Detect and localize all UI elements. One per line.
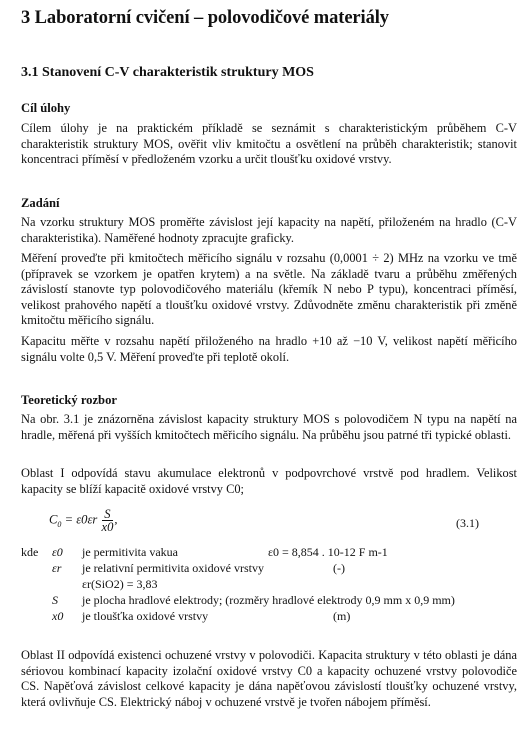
equation-fraction [102,508,114,533]
zadani-heading: Zadání [21,196,60,210]
equation-rhs: = ε0εr [64,512,98,527]
chapter-title: 3 Laboratorní cvičení – polovodičové materiály [21,8,389,28]
teorie-paragraph-1: Na obr. 3.1 je znázorněna závislost kapacity struktury MOS s polovodičem N typu na napětí na hradle, měřená při vyšších kmitočtech měřicího signálu. Na průběhu jsou patrné tři typické oblasti. [21,412,517,442]
zadani-paragraph-2: Měření proveďte při kmitočtech měřicího signálu v rozsahu (0,0001 ÷ 2) MHz na vzorku ve tmě (přípravek se vzorkem je opatřen krytem) a na světle. Na základě tvaru a průběhu změřených závislostí stanovte typ polovodičového materiálu (křemík N nebo P typu), koncentraci příměsí, velikost prahového napětí a tloušťku oxidové vrstvy. Zdůvodněte změnu charakteristik při změně kmitočtu měřicího signálu. [21,251,517,328]
where-symbol-x0: x0 [52,609,64,623]
where-lead: kde [21,545,39,559]
cil-text: Cílem úlohy je na praktickém příkladě se seznámit s charakteristickým průběhem C-V charakteristik struktury MOS, ověřit vliv kmitočtu a osvětlení na průběh charakteristik; stanovit koncentraci příměsí v předloženém vzorku a určit tloušťku oxidové vrstvy. [21,121,517,167]
equation-denominator: x0 [101,520,114,534]
where-desc-eps0: je permitivita vakua [82,545,178,559]
zadani-paragraph-1: Na vzorku struktury MOS proměřte závislost její kapacity na napětí, přiloženém na hradlo (C-V charakteristika). Naměřené hodnoty zpracujte graficky. [21,215,517,245]
teorie-paragraph-2: Oblast I odpovídá stavu akumulace elektronů v podpovrchové vrstvě pod hradlem. Velikost kapacity se blíží kapacitě oxidové vrstvy C0; [21,466,517,496]
where-symbol-eps0: ε0 [52,545,63,559]
equation-number: (3.1) [456,516,479,530]
section-title: 3.1 Stanovení C-V charakteristik struktury MOS [21,65,314,80]
equation-lhs: C [49,512,58,527]
where-value-eps0: ε0 = 8,854 . 10-12 F m-1 [268,545,388,559]
where-desc-epsr: je relativní permitivita oxidové vrstvy [82,561,264,575]
teorie-paragraph-3: Oblast II odpovídá existenci ochuzené vrstvy v polovodiči. Kapacita struktury v této oblasti je dána sériovou kombinací kapacity izolační oxidové vrstvy C0 a kapacity ochuzené vrstvy polovodiče CS. Napěťová závislost celkové kapacity je dána napěťovou závislostí tloušťky ochuzené vrstvy, která ovlivňuje CS. Elektrický náboj v ochuzené vrstvě je tvořen nábojem příměsí. [21,648,517,709]
cil-heading: Cíl úlohy [21,101,71,115]
equation-numerator: S [102,508,114,521]
where-value-epsr: (-) [333,561,345,575]
equation-tail: , [114,512,118,527]
teorie-heading: Teoretický rozbor [21,393,117,407]
equation-3-1 [49,508,118,533]
where-desc-sio2: εr(SiO2) = 3,83 [82,577,158,591]
zadani-paragraph-3: Kapacitu měřte v rozsahu napětí přiloženého na hradlo +10 až −10 V, velikost napětí měřicího signálu volte 0,5 V. Měření proveďte při teplotě okolí. [21,334,517,364]
equation-lhs-subscript: 0 [57,519,62,529]
where-desc-x0: je tloušťka oxidové vrstvy [82,609,209,623]
where-desc-s: je plocha hradlové elektrody; (rozměry hradlové elektrody 0,9 mm x 0,9 mm) [82,593,455,607]
where-symbol-s: S [52,593,58,607]
where-symbol-epsr: εr [52,561,62,575]
where-value-x0: (m) [333,609,351,623]
